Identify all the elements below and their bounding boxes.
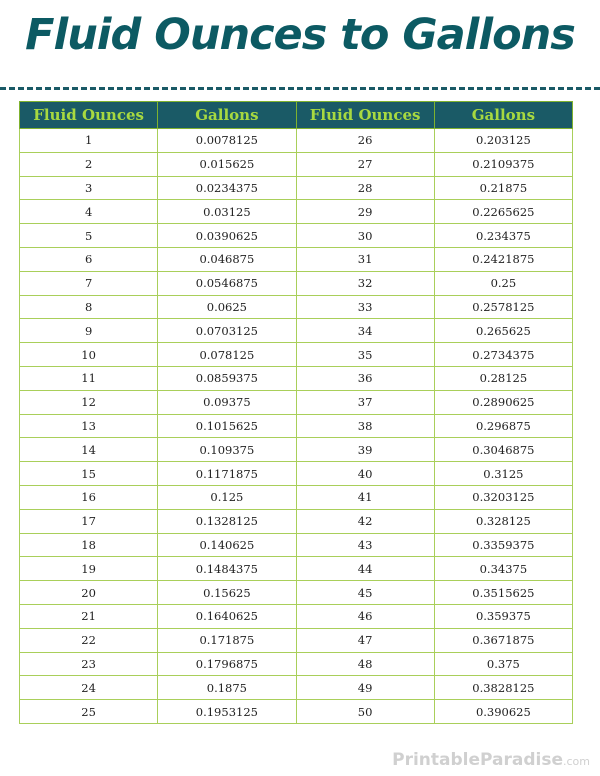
table-row [20,533,573,557]
header-gallons: Gallons [434,102,572,129]
cell-fluid-ounces: 7 [20,271,158,295]
table-row [20,462,573,486]
cell-fluid-ounces: 5 [20,224,158,248]
cell-gallons: 0.265625 [434,319,572,343]
cell-gallons: 0.03125 [158,200,296,224]
cell-gallons: 0.1171875 [158,462,296,486]
brand-name: PrintableParadise [392,750,563,770]
table-row [20,485,573,509]
cell-fluid-ounces: 45 [296,581,434,605]
cell-fluid-ounces: 39 [296,438,434,462]
table-row [20,343,573,367]
cell-fluid-ounces: 46 [296,604,434,628]
cell-fluid-ounces: 8 [20,295,158,319]
cell-gallons: 0.171875 [158,628,296,652]
table-row [20,390,573,414]
table-row [20,628,573,652]
cell-fluid-ounces: 49 [296,676,434,700]
cell-fluid-ounces: 28 [296,176,434,200]
table-header-row [20,102,573,129]
cell-fluid-ounces: 29 [296,200,434,224]
cell-gallons: 0.2578125 [434,295,572,319]
brand-domain: .com [563,755,590,768]
cell-fluid-ounces: 38 [296,414,434,438]
cell-fluid-ounces: 48 [296,652,434,676]
cell-fluid-ounces: 36 [296,366,434,390]
table-body [20,129,573,724]
cell-fluid-ounces: 44 [296,557,434,581]
cell-gallons: 0.3203125 [434,485,572,509]
cell-fluid-ounces: 15 [20,462,158,486]
table-row [20,581,573,605]
cell-gallons: 0.1796875 [158,652,296,676]
conversion-table [19,101,573,724]
cell-gallons: 0.1328125 [158,509,296,533]
cell-fluid-ounces: 32 [296,271,434,295]
cell-fluid-ounces: 9 [20,319,158,343]
cell-fluid-ounces: 40 [296,462,434,486]
brand-watermark [392,750,590,770]
cell-fluid-ounces: 31 [296,247,434,271]
cell-gallons: 0.21875 [434,176,572,200]
cell-gallons: 0.1875 [158,676,296,700]
cell-gallons: 0.0859375 [158,366,296,390]
cell-gallons: 0.3671875 [434,628,572,652]
cell-fluid-ounces: 35 [296,343,434,367]
cell-gallons: 0.0390625 [158,224,296,248]
cell-fluid-ounces: 19 [20,557,158,581]
cell-fluid-ounces: 30 [296,224,434,248]
cell-gallons: 0.2734375 [434,343,572,367]
cell-fluid-ounces: 18 [20,533,158,557]
dashed-divider [0,87,600,90]
table-row [20,152,573,176]
cell-gallons: 0.359375 [434,604,572,628]
cell-fluid-ounces: 22 [20,628,158,652]
cell-fluid-ounces: 16 [20,485,158,509]
table-row [20,247,573,271]
table-row [20,366,573,390]
cell-gallons: 0.3359375 [434,533,572,557]
table-row [20,295,573,319]
cell-gallons: 0.328125 [434,509,572,533]
cell-gallons: 0.0625 [158,295,296,319]
cell-fluid-ounces: 1 [20,129,158,153]
cell-fluid-ounces: 43 [296,533,434,557]
header-fluid-ounces: Fluid Ounces [296,102,434,129]
cell-gallons: 0.375 [434,652,572,676]
cell-fluid-ounces: 50 [296,700,434,724]
cell-fluid-ounces: 24 [20,676,158,700]
table-row [20,129,573,153]
page-title: Fluid Ounces to Gallons [25,10,575,60]
cell-gallons: 0.109375 [158,438,296,462]
cell-gallons: 0.1015625 [158,414,296,438]
cell-gallons: 0.28125 [434,366,572,390]
table-row [20,676,573,700]
table-row [20,319,573,343]
cell-fluid-ounces: 12 [20,390,158,414]
cell-gallons: 0.09375 [158,390,296,414]
cell-fluid-ounces: 13 [20,414,158,438]
table-row [20,509,573,533]
cell-gallons: 0.3515625 [434,581,572,605]
cell-gallons: 0.1484375 [158,557,296,581]
cell-fluid-ounces: 26 [296,129,434,153]
cell-fluid-ounces: 42 [296,509,434,533]
cell-gallons: 0.3828125 [434,676,572,700]
cell-gallons: 0.203125 [434,129,572,153]
cell-fluid-ounces: 17 [20,509,158,533]
cell-gallons: 0.125 [158,485,296,509]
cell-gallons: 0.25 [434,271,572,295]
cell-gallons: 0.34375 [434,557,572,581]
cell-gallons: 0.1640625 [158,604,296,628]
table-row [20,414,573,438]
cell-gallons: 0.140625 [158,533,296,557]
cell-fluid-ounces: 34 [296,319,434,343]
cell-fluid-ounces: 6 [20,247,158,271]
header-gallons: Gallons [158,102,296,129]
cell-gallons: 0.015625 [158,152,296,176]
cell-fluid-ounces: 20 [20,581,158,605]
cell-fluid-ounces: 2 [20,152,158,176]
cell-fluid-ounces: 27 [296,152,434,176]
cell-gallons: 0.3125 [434,462,572,486]
cell-gallons: 0.296875 [434,414,572,438]
table-row [20,557,573,581]
table-row [20,176,573,200]
table-row [20,271,573,295]
cell-fluid-ounces: 33 [296,295,434,319]
cell-fluid-ounces: 14 [20,438,158,462]
table-row [20,700,573,724]
cell-gallons: 0.2421875 [434,247,572,271]
header-fluid-ounces: Fluid Ounces [20,102,158,129]
cell-gallons: 0.390625 [434,700,572,724]
table-row [20,438,573,462]
cell-gallons: 0.0703125 [158,319,296,343]
cell-gallons: 0.0234375 [158,176,296,200]
cell-gallons: 0.2109375 [434,152,572,176]
cell-fluid-ounces: 4 [20,200,158,224]
cell-gallons: 0.2265625 [434,200,572,224]
cell-fluid-ounces: 37 [296,390,434,414]
cell-fluid-ounces: 41 [296,485,434,509]
table-row [20,224,573,248]
cell-gallons: 0.1953125 [158,700,296,724]
cell-fluid-ounces: 21 [20,604,158,628]
cell-fluid-ounces: 23 [20,652,158,676]
cell-gallons: 0.078125 [158,343,296,367]
cell-gallons: 0.0546875 [158,271,296,295]
cell-gallons: 0.3046875 [434,438,572,462]
cell-fluid-ounces: 47 [296,628,434,652]
cell-gallons: 0.234375 [434,224,572,248]
cell-gallons: 0.046875 [158,247,296,271]
cell-gallons: 0.15625 [158,581,296,605]
cell-gallons: 0.0078125 [158,129,296,153]
cell-fluid-ounces: 11 [20,366,158,390]
cell-fluid-ounces: 10 [20,343,158,367]
table-row [20,200,573,224]
cell-fluid-ounces: 3 [20,176,158,200]
cell-fluid-ounces: 25 [20,700,158,724]
cell-gallons: 0.2890625 [434,390,572,414]
table-row [20,652,573,676]
table-row [20,604,573,628]
